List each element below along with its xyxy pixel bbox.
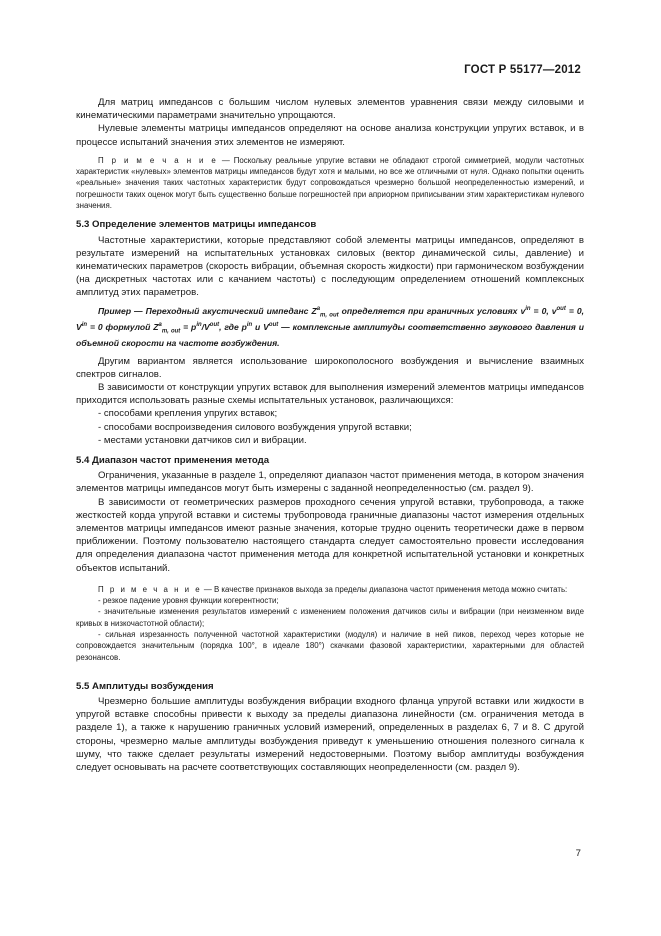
note-label: П р и м е ч а н и е [98, 155, 218, 165]
section-title: Амплитуды возбуждения [92, 680, 214, 692]
section-number: 5.5 [76, 680, 90, 692]
section-number: 5.3 [76, 219, 90, 231]
document-header: ГОСТ Р 55177—2012 [464, 64, 581, 76]
note-text: — Поскольку реальные упругие вставки не обладают строгой симметрией, модули частотных характеристик «нулевых» элементов матрицы импедансов будут хотя и малыми, но все же отличными от нуля. Однако попытки оценить «реальные» значения таких частотных характеристик будут сопровождаться чрезмерно большой неопределенностью измерений, и погрешности таких оценок могут быть существенно больше погрешностей при априорном приписывании этим характеристикам нулевого значения. [76, 155, 584, 210]
page-content [76, 96, 584, 774]
note-label: П р и м е ч а н и е [98, 584, 202, 594]
note [76, 155, 584, 211]
list-item: - местами установки датчиков сил и вибрации. [98, 434, 307, 446]
section-heading [76, 218, 584, 231]
list-item: - способами крепления упругих вставок; [98, 408, 278, 420]
section-title: Определение элементов матрицы импедансов [92, 219, 317, 231]
note [76, 584, 584, 663]
paragraph: Ограничения, указанные в разделе 1, определяют диапазон частот применения метода, в котором значения элементов матрицы импедансов могут быть измерены с заданной неопределенностью (см. раздел 9). [76, 470, 584, 495]
page-number: 7 [575, 848, 581, 859]
section-title: Диапазон частот применения метода [92, 454, 270, 466]
list-item: - способами воспроизведения силового возбуждения упругой вставки; [98, 421, 412, 433]
note-list-item: - резкое падение уровня функции когерентности; [98, 596, 279, 606]
paragraph: В зависимости от геометрических размеров проходного сечения упругой вставки, трубопровода, а также жесткостей корда упругой вставки и системы трубопровода граничные диапазоны частот измерения отдельных элементов матрицы импедансов имеют разные значения, которые трудно оценить теоретически даже в первом приближении. Поэтому пользователю настоящего стандарта следует самостоятельно провести исследования для определения диапазона частот применения метода для конкретной испытательной установки и конкретных объектов испытаний. [76, 496, 584, 574]
example: Пример — Переходный акустический импеданс $Z^a_{m, out}$ определяется при граничных условиях $v^{in} = 0$, $v^{out} = 0$, $V^{in} = 0$ формулой $Z^a_{m, out} = p^{in}/V^{out}$, где $p^{in}$ и $V^{out}$ — комплексные амплитуды соответственно звукового давления и объемной скорости на частоте возбуждения. [76, 305, 585, 348]
section-heading [76, 454, 584, 467]
paragraph: Нулевые элементы матрицы импедансов определяют на основе анализа конструкции упругих вставок, и в процессе испытаний значения этих элементов не измеряют. [76, 123, 584, 148]
paragraph: Чрезмерно большие амплитуды возбуждения вибрации входного фланца упругой вставки или жидкости в упругой вставке способны привести к выходу за пределы диапазона линейности (см. ограничения метода в разделе 1), а также к нарушению граничных условий измерений, определенных в разделах 6, 7 и 8. С другой стороны, чрезмерно малые амплитуды возбуждения приведут к уменьшению отношения полезного сигнала к шуму, что также сделает результаты измерений недостоверными. Поэтому выбор амплитуды возбуждения следует основывать на расчете соответствующих составляющих неопределенности (см. раздел 9). [76, 696, 584, 774]
paragraph: Частотные характеристики, которые представляют собой элементы матрицы импедансов, определяют в результате измерений на испытательных установках силовых (вектор динамической силы, давление) и кинематических параметров (скорость вибрации, объемная скорость жидкости) при гармоническом возбуждении (на дискретных частотах или с качанием частоты) с последующим определением отношений комплексных амплитуд этих параметров. [76, 234, 584, 299]
note-list-item: - сильная изрезанность полученной частотной характеристики (модуля) и наличие в ней пиков, переход через которые не сопровождается значительным (порядка 100°, в идеале 180°) скачками фазовой характеристики, характерными для областей резонансов. [76, 629, 584, 662]
paragraph: В зависимости от конструкции упругих вставок для выполнения измерений элементов матрицы импедансов приходится использовать разные схемы испытательных установок, различающихся: [76, 381, 584, 407]
section-number: 5.4 [76, 454, 90, 466]
paragraph: Другим вариантом является использование широкополосного возбуждения и вычисление взаимных спектров сигналов. [76, 355, 584, 380]
formula: Z [153, 321, 159, 332]
note-text: — В качестве признаков выхода за пределы диапазона частот применения метода можно считать: [201, 584, 568, 594]
note-list-item: - значительные изменения результатов измерений с изменением положения датчиков силы и вибрации (при неизменном виде кривых в низкочастотной области); [76, 607, 584, 628]
paragraph: Для матриц импедансов с большим числом нулевых элементов уравнения связи между силовыми и кинематическими параметрами значительно упрощаются. [76, 97, 584, 122]
section-heading [76, 680, 584, 693]
